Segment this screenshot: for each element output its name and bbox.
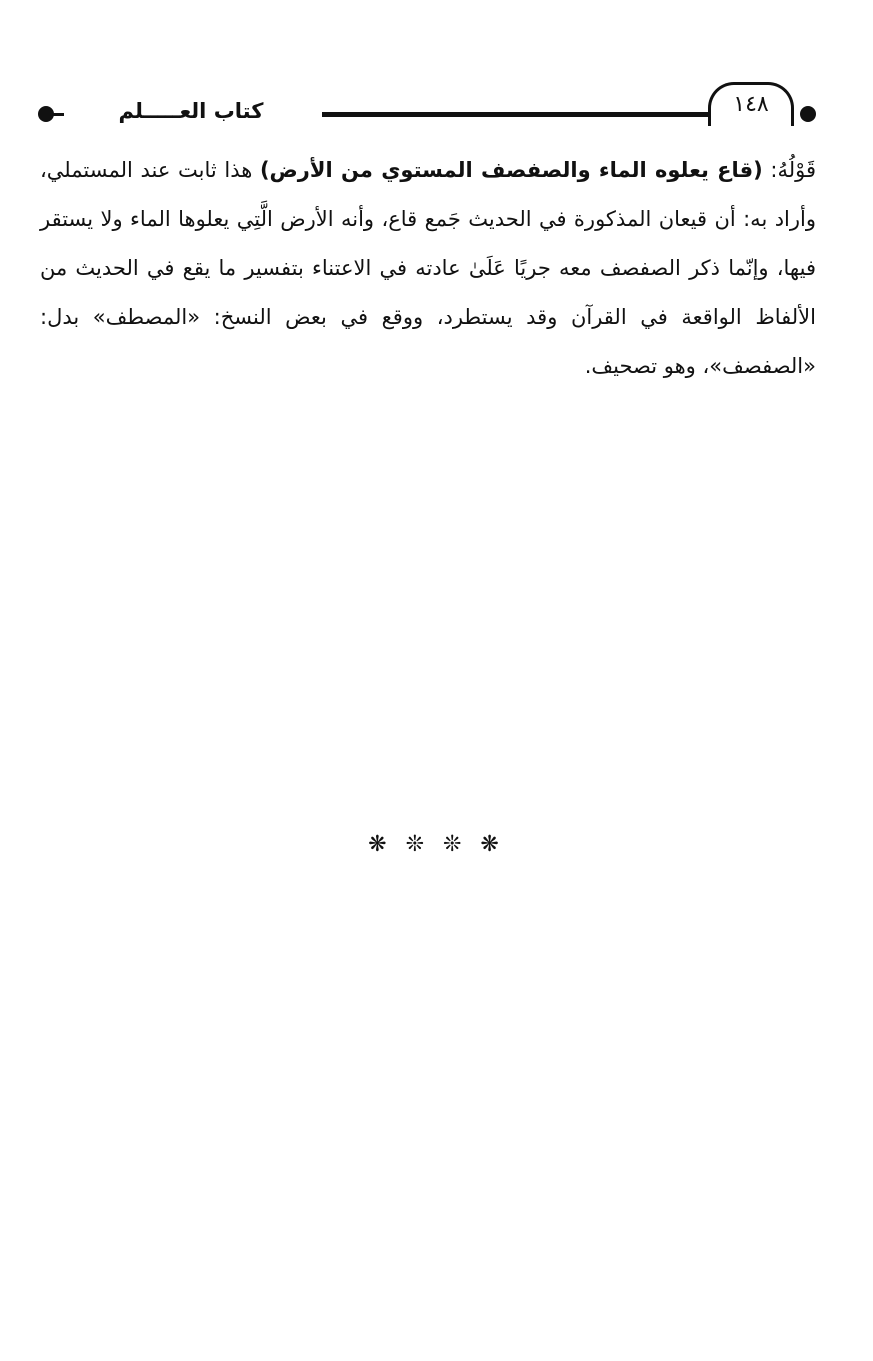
right-dot-ornament (800, 106, 816, 122)
running-header (0, 0, 873, 140)
left-rule-stub (50, 113, 64, 116)
section-divider-ornament: ❋ ❊ ❊ ❋ (368, 832, 505, 857)
page-number: ١٤٨ (708, 82, 794, 126)
running-title: كتاب العـــــلم (118, 99, 264, 123)
quoted-phrase: (قاع يعلوه الماء والصفصف المستوي من الأرض) (259, 158, 763, 182)
body-paragraph (40, 146, 816, 391)
commentary-text: هذا ثابت عند المستملي، وأراد به: أن قيعان المذكورة في الحديث جَمع قاع، وأنه الأرض الَّتِي يعلوها الماء ولا يستقر فيها، وإنّما ذكر الصفصف معه جريًا عَلَىٰ عادته في الاعتناء بتفسير ما يقع في الحديث من الألفاظ الواقعة في القرآن وقد يستطرد، ووقع في بعض النسخ: «المصطف» بدل: «الصفصف»، وهو تصحيف. (40, 158, 816, 378)
lead-word: قَوْلُهُ: (770, 158, 816, 182)
header-rule (322, 112, 714, 117)
